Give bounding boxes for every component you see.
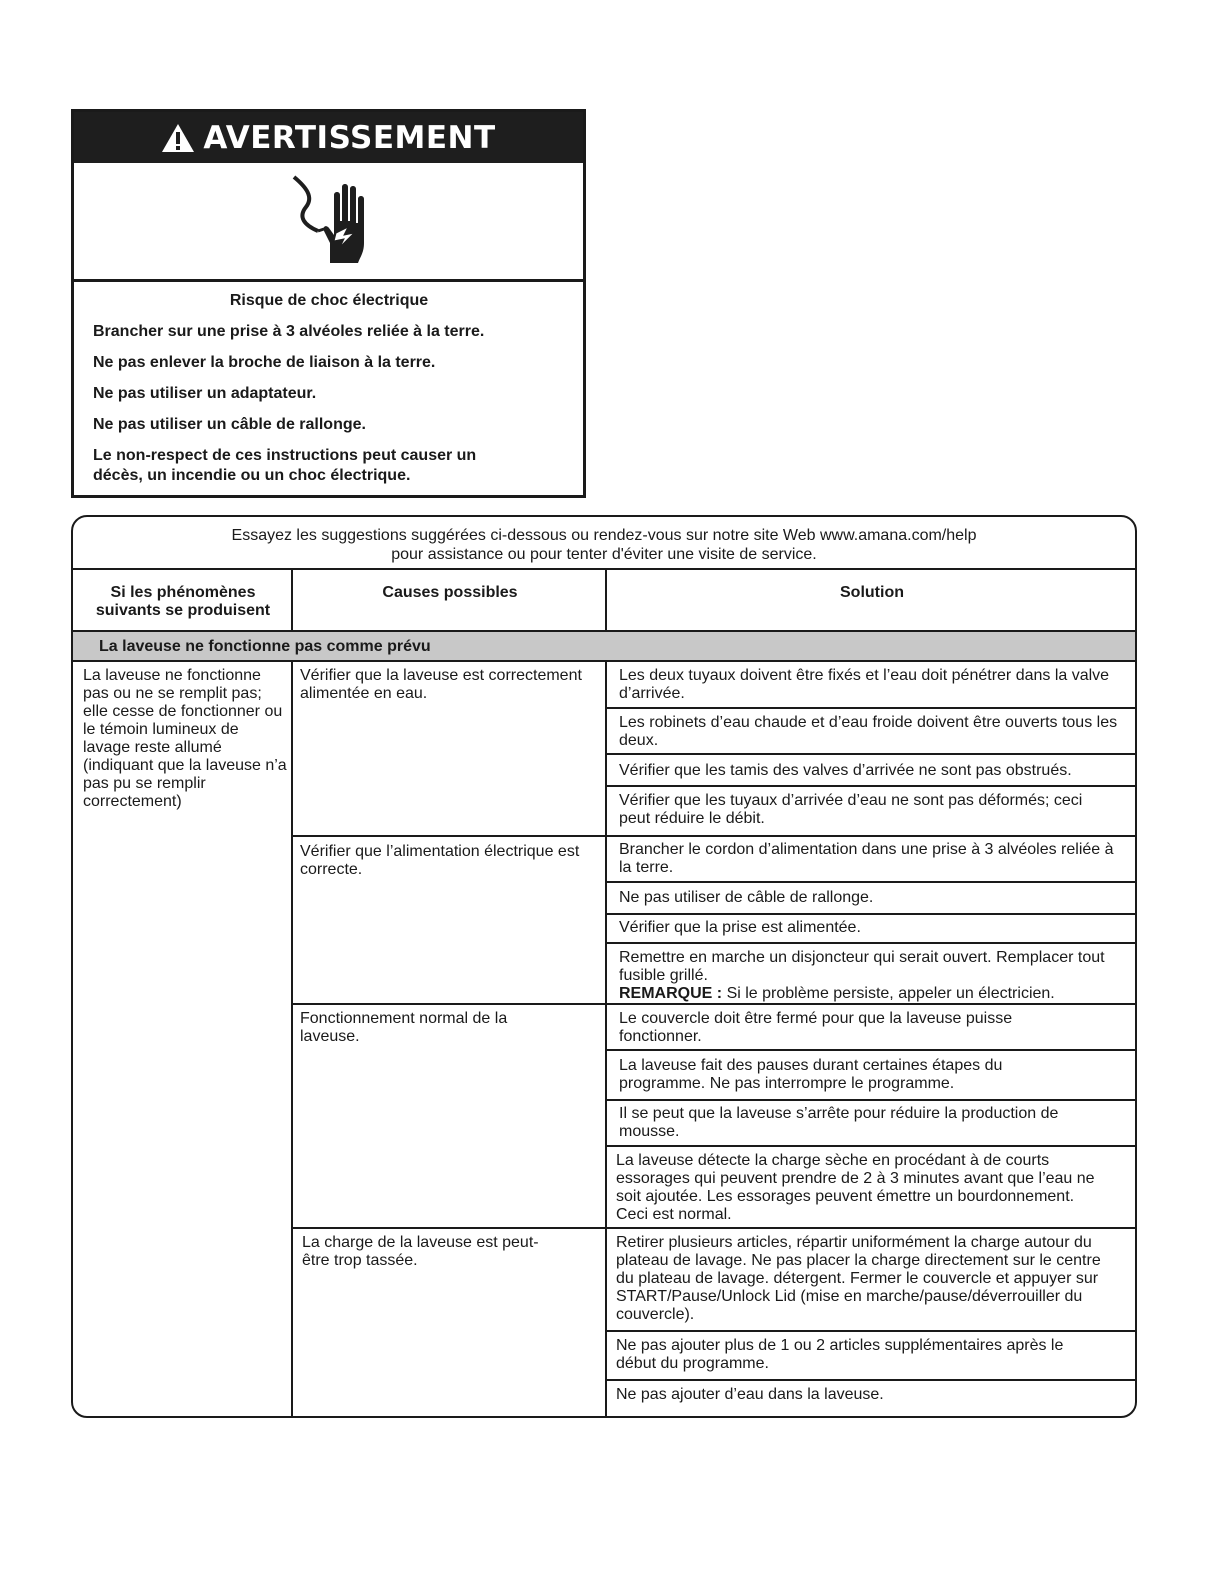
column-divider <box>605 570 607 630</box>
intro-line: Essayez les suggestions suggérées ci-dessous ou rendez-vous sur notre site Web www.amana.com/help <box>231 527 977 544</box>
column-divider <box>605 662 607 1418</box>
solution-text: Vérifier que les tamis des valves d’arrivée ne sont pas obstrués. <box>619 762 1072 779</box>
cause-text: Fonctionnement normal de la laveuse. <box>300 1010 508 1045</box>
row-divider <box>291 1003 1135 1005</box>
warning-box <box>71 109 586 498</box>
solution-text: Ne pas ajouter plus de 1 ou 2 articles supplémentaires après le début du programme. <box>616 1337 1064 1372</box>
row-divider <box>607 1330 1135 1332</box>
solution-text: La laveuse détecte la charge sèche en procédant à de courts essorages qui peuvent prendre de 2 à 3 minutes avant que l’eau ne soit ajoutée. Les essorages peuvent émettre un bourdonnement. Ceci est normal. <box>616 1152 1095 1223</box>
solution-text: Brancher le cordon d’alimentation dans une prise à 3 alvéoles reliée à la terre. <box>619 841 1114 876</box>
cause-text: Vérifier que la laveuse est correctement alimentée en eau. <box>300 667 582 702</box>
column-divider <box>291 662 293 1418</box>
solution-text: Les robinets d’eau chaude et d’eau froide doivent être ouverts tous les deux. <box>619 714 1118 749</box>
column-divider <box>291 570 293 630</box>
row-divider <box>607 1145 1135 1147</box>
solution-text: Il se peut que la laveuse s’arrête pour réduire la production de mousse. <box>619 1105 1059 1140</box>
row-divider <box>607 881 1135 883</box>
table-intro <box>73 517 1135 570</box>
solution-text: Vérifier que les tuyaux d’arrivée d’eau ne sont pas déformés; ceci peut réduire le débit. <box>619 792 1083 827</box>
warning-symbol-area <box>74 163 583 282</box>
warning-line: Ne pas utiliser un câble de rallonge. <box>93 416 366 433</box>
row-divider <box>607 942 1135 944</box>
warning-line: Brancher sur une prise à 3 alvéoles reliée à la terre. <box>93 323 485 340</box>
row-divider <box>607 707 1135 709</box>
table-header-row <box>73 570 1135 632</box>
solution-text: Ne pas utiliser de câble de rallonge. <box>619 889 874 906</box>
solution-text: La laveuse fait des pauses durant certaines étapes du programme. Ne pas interrompre le programme. <box>619 1057 1003 1092</box>
warning-line: Le non-respect de ces instructions peut causer un décès, un incendie ou un choc électrique. <box>93 447 477 484</box>
cause-text: Vérifier que l’alimentation électrique est correcte. <box>300 843 580 878</box>
row-divider <box>607 913 1135 915</box>
solution-text: Vérifier que la prise est alimentée. <box>619 919 861 936</box>
header-phenomena: Si les phénomènes suivants se produisent <box>95 584 271 619</box>
warning-triangle-icon <box>161 123 195 153</box>
note-text: Si le problème persiste, appeler un électricien. <box>726 985 1055 1002</box>
cause-text: La charge de la laveuse est peut-être trop tassée. <box>302 1234 539 1269</box>
warning-subtitle: Risque de choc électrique <box>229 292 429 309</box>
solution-text: Retirer plusieurs articles, répartir uniformément la charge autour du plateau de lavage. Ne pas placer la charge directement sur le centre du plateau de lavage. détergent. Fermer le couvercle et appuyer sur START/Pause/Unlock Lid (mise en marche/pause/déverrouiller du couvercle). <box>616 1234 1101 1323</box>
row-divider <box>607 1049 1135 1051</box>
warning-header <box>74 112 583 163</box>
header-solution: Solution <box>840 584 904 601</box>
row-divider <box>607 753 1135 755</box>
solution-text: Les deux tuyaux doivent être fixés et l’eau doit pénétrer dans la valve d’arrivée. <box>619 667 1110 702</box>
problem-text: La laveuse ne fonctionne pas ou ne se remplit pas; elle cesse de fonctionner ou le témoin lumineux de lavage reste allumé (indiquant que la laveuse n’a pas pu se remplir correctement) <box>83 667 287 810</box>
row-divider <box>291 1227 1135 1229</box>
warning-line: Ne pas utiliser un adaptateur. <box>93 385 317 402</box>
section-heading: La laveuse ne fonctionne pas comme prévu <box>73 632 1135 662</box>
solution-text: Remettre en marche un disjoncteur qui serait ouvert. Remplacer tout fusible grillé. <box>619 949 1105 984</box>
intro-line: pour assistance ou pour tenter d'éviter une visite de service. <box>391 546 817 563</box>
solution-cell <box>619 949 1131 1003</box>
row-divider <box>607 1099 1135 1101</box>
header-causes: Causes possibles <box>382 584 518 601</box>
solution-text: Le couvercle doit être fermé pour que la laveuse puisse fonctionner. <box>619 1010 1013 1045</box>
note-label: REMARQUE : <box>619 985 723 1002</box>
row-divider <box>607 785 1135 787</box>
solution-text: Ne pas ajouter d’eau dans la laveuse. <box>616 1386 884 1403</box>
warning-line: Ne pas enlever la broche de liaison à la terre. <box>93 354 436 371</box>
row-divider <box>607 1379 1135 1381</box>
troubleshooting-table <box>71 515 1137 1418</box>
note-line <box>619 985 1131 1003</box>
warning-title: AVERTISSEMENT <box>203 119 496 156</box>
electric-shock-hand-icon <box>284 173 374 269</box>
row-divider <box>291 835 1135 837</box>
